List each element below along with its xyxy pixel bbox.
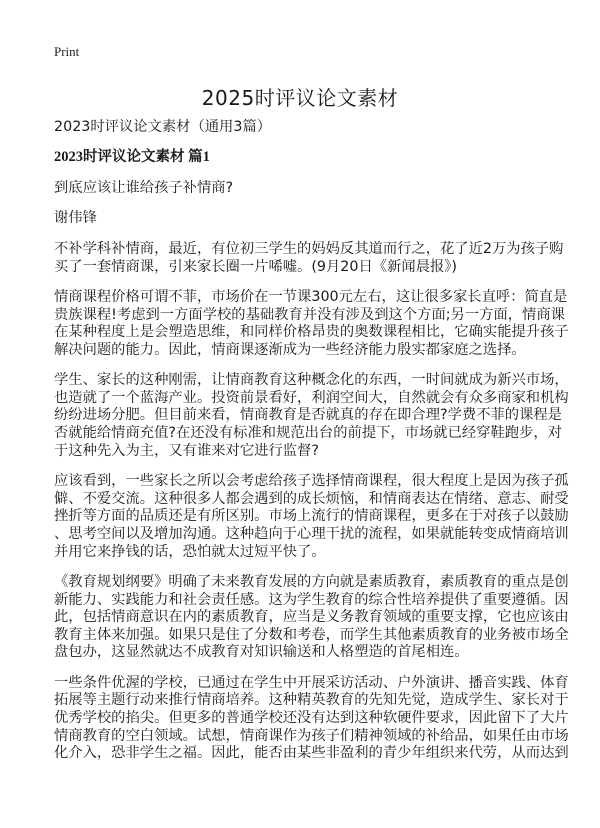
paragraph-line: 《教育规划纲要》明确了未来教育发展的方向就是素质教育，素质教育的重点是创 [54, 574, 569, 590]
article-question: 到底应该让谁给孩子补情商? [54, 179, 234, 196]
paragraph-line: 拓展等主题行动来推行情商培养。这种精英教育的先知先觉，造成学生、家长对于 [54, 692, 569, 709]
paragraph-line: 买了一套情商课，引来家长圈一片唏嘘。(9月20日《新闻晨报》) [54, 258, 458, 275]
paragraph-line: 纷纷进场分肥。但目前来看，情商教育是否就真的存在即合理?学费不菲的课程是 [54, 407, 562, 424]
paragraph-line: 解决问题的能力。因此，情商课逐渐成为一些经济能力殷实都家庭之选择。 [54, 341, 526, 358]
paragraph [54, 674, 569, 763]
paragraph-line: 新能力、实践能力和社会责任感。这为学生教育的综合性培养提供了重要遵循。因 [54, 591, 569, 608]
paragraph [54, 372, 569, 460]
paragraph-line: 僻、不爱交流。这种很多人都会遇到的成长烦恼，和情商表达在情绪、意志、耐受 [54, 490, 569, 507]
paragraph [54, 240, 564, 276]
paragraph-line: 不补学科补情商，最近，有位初三学生的妈妈反其道而行之，花了近2万为孩子购 [54, 240, 564, 257]
paragraph [54, 473, 569, 561]
article-author: 谢伟锋 [54, 210, 97, 227]
paragraph-line: 贵族课程!考虑到一方面学校的基础教育并没有涉及到这个方面;另一方面，情商课 [54, 306, 565, 323]
article-paragraphs [54, 240, 569, 763]
paragraph-line: 应该看到，一些家长之所以会考虑给孩子选择情商课程，很大程度上是因为孩子孤 [54, 473, 569, 490]
paragraph [54, 574, 569, 662]
paragraph-line: 于这种先入为主，又有谁来对它进行监督? [54, 442, 319, 459]
paragraph-line: 在某种程度上是会塑造思维，和同样价格昂贵的奥数课程相比，它确实能提升孩子 [54, 324, 569, 341]
print-label[interactable]: Print [54, 44, 80, 59]
paragraph-line: 一些条件优渥的学校，已通过在学生中开展采访活动、户外演讲、播音实践、体育 [54, 674, 569, 691]
paragraph-line: 情商教育的空白领域。试想，情商课作为孩子们精神领域的补给品，如果任由市场 [54, 727, 569, 744]
paragraph-line: 也造就了一个蓝海产业。投资前景看好，利润空间大，自然就会有众多商家和机构 [54, 389, 569, 406]
paragraph-line: 情商课程价格可谓不菲，市场价在一节课300元左右，这让很多家长直呼：简直是 [54, 289, 568, 306]
paragraph-line: 此，包括情商意识在内的素质教育，应当是义务教育领域的重要支撑，它也应该由 [54, 609, 569, 626]
paragraph-line: 盘包办，这显然就达不成教育对知识输送和人格塑造的首尾相连。 [54, 644, 469, 661]
paragraph-line: 化介入，恐非学生之福。因此，能否由某些非盈利的青少年组织来代劳，从而达到 [54, 745, 569, 762]
paragraph-line: 教育主体来加强。如果只是住了分数和考卷，而学生其他素质教育的业务被市场全 [54, 626, 569, 643]
paragraph [54, 289, 569, 359]
section-heading: 2023时评议论文素材 篇1 [54, 149, 210, 166]
paragraph-line: 优秀学校的掐尖。但更多的普通学校还没有达到这种软硬件要求，因此留下了大片 [54, 710, 569, 727]
document-subtitle: 2023时评议论文素材（通用3篇） [54, 119, 272, 135]
paragraph-line: 、思考空间以及增加沟通。这种趋向于心理干扰的流程，如果就能转变成情商培训 [54, 525, 569, 542]
paragraph-line: 并用它来挣钱的话，恐怕就太过短平快了。 [54, 543, 326, 560]
paragraph-line: 挫折等方面的品质还是有所区别。市场上流行的情商课程，更多在于对孩子以鼓励 [54, 508, 569, 525]
document-body [54, 119, 569, 776]
document-title: 2025时评议论文素材 [201, 86, 399, 110]
paragraph-line: 否就能给情商充值?在还没有标准和规范出台的前提下，市场就已经穿鞋跑步，对 [54, 425, 562, 442]
paragraph-line: 学生、家长的这种刚需，让情商教育这种概念化的东西，一时间就成为新兴市场， [54, 372, 569, 389]
